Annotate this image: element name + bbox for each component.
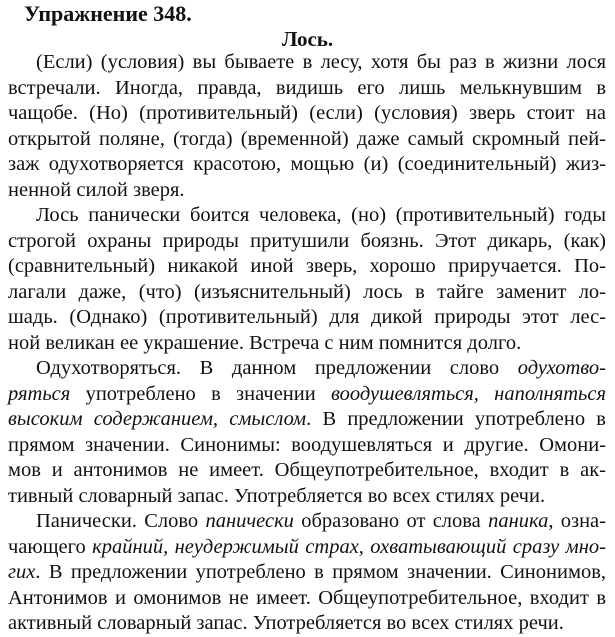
text-title: Лось. [281, 27, 334, 51]
text-line [8, 509, 606, 535]
italic-text: крайний, неудержимый страх, охватывающий сразу мно- [92, 535, 606, 558]
text-run: Одухотворяться. В данном предложении слово [36, 357, 518, 379]
italic-text: высоким содержанием, смыслом [8, 408, 307, 430]
text-line: (Если) (условия) вы бываете в лесу, хотя бы раз в жизни лося [36, 51, 606, 73]
text-line: открытой поляне, (тогда) (временной) даже самый скромный пей- [8, 127, 606, 150]
text-line: (сравнительный) никакой иной зверь, хорошо приручается. По- [8, 255, 606, 277]
text-run: прямом значении. Синонимы: воодушевляться и другие. Омони- [8, 433, 606, 456]
text-line [8, 407, 606, 433]
text-run: образовано от слова [293, 510, 489, 532]
text-line: шадь. (Однако) (противительный) для дикой природы этот лес- [8, 306, 606, 328]
text-line: лагали даже, (что) (изъяснительный) лось в тайге заменит ло- [8, 280, 606, 303]
text-run: употреблено в значении [70, 382, 332, 405]
text-run: мов и антонимов не имеет. Общеупотребительное, входит в ак- [8, 459, 606, 481]
text-run: Антонимов и омонимов не имеет. Общеупотребительное, входит в [8, 586, 606, 609]
text-body [8, 50, 606, 637]
text-line: строгой охраны природы притушили боязнь. Этот дикарь, (как) [8, 229, 606, 252]
italic-text: одухотво- [517, 357, 606, 379]
text-line [8, 560, 606, 586]
text-line: встречали. Иногда, правда, видишь его лишь мелькнувшим в [8, 76, 606, 99]
text-line [8, 382, 606, 408]
exercise-heading: Упражнение 348. [24, 1, 192, 26]
italic-text: ряться [8, 382, 71, 405]
text-line: чащобе. (Но) (противительный) (если) (условия) зверь стоит на [8, 102, 606, 124]
text-run: тивный словарный запас. Употребляется во всех стилях речи. [8, 484, 546, 507]
text-line: заж одухотворяется красотою, мощью (и) (соединительный) жиз- [8, 153, 606, 175]
text-line [8, 611, 606, 637]
italic-text: панически [205, 510, 294, 532]
text-run: активный словарный запас. Употребляется во всех стилях речи. [8, 612, 564, 634]
paragraph-analysis-panicheski [8, 509, 606, 637]
italic-text: воодушевляться, наполняться [331, 382, 606, 405]
text-run: Панически. Слово [36, 510, 206, 532]
text-run: . В предложении употреблено в [306, 408, 606, 430]
text-line [8, 458, 606, 484]
paragraph-1 [8, 50, 606, 203]
paragraph-analysis-odukhotvoryatsya [8, 356, 606, 509]
italic-text: гих [8, 561, 36, 583]
text-run: чающего [8, 535, 93, 558]
text-line: ной великан ее украшение. Встреча с ним помнится долго. [8, 331, 522, 354]
text-run: . В предложении употреблено в прямом значении. Синонимов, [35, 561, 606, 583]
text-line [8, 433, 606, 459]
italic-text: паника [488, 510, 549, 532]
text-line: Лось панически боится человека, (но) (противительный) годы [36, 204, 606, 226]
text-line: ненной силой зверя. [8, 178, 185, 201]
text-line [8, 586, 606, 612]
paragraph-2 [8, 203, 606, 356]
text-line [8, 484, 606, 510]
text-run: , озна- [548, 510, 606, 532]
text-line [8, 356, 606, 382]
text-line [8, 535, 606, 561]
